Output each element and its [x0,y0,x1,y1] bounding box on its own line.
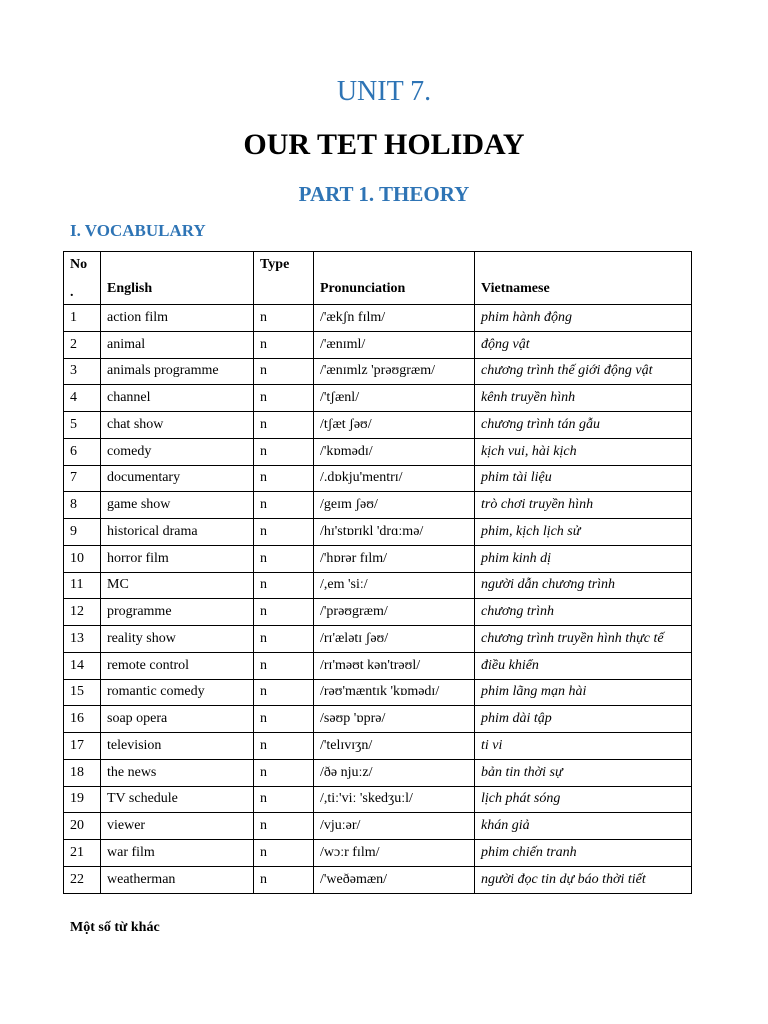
english-word: documentary [101,465,254,492]
word-type: n [254,305,314,332]
vietnamese-meaning: kênh truyền hình [475,385,692,412]
header-pronunciation [314,252,475,305]
vietnamese-meaning: chương trình thế giới động vật [475,358,692,385]
pronunciation: /'ænɪml/ [314,331,475,358]
pronunciation: /'weðəmæn/ [314,866,475,893]
english-word: comedy [101,438,254,465]
other-words-heading: Một số từ khác [70,920,160,935]
word-type: n [254,733,314,760]
header-no [64,252,101,305]
vocabulary-table-body [64,305,692,894]
pronunciation: /vjuːər/ [314,813,475,840]
english-word: viewer [101,813,254,840]
table-row [64,572,692,599]
row-number: 10 [64,545,101,572]
pronunciation: /ðə njuːz/ [314,759,475,786]
pronunciation: /səʊp 'ɒprə/ [314,706,475,733]
header-vietnamese-label: Vietnamese [481,281,550,296]
word-type: n [254,412,314,439]
row-number: 3 [64,358,101,385]
pronunciation: /wɔːr fɪlm/ [314,840,475,867]
pronunciation: /'ækʃn fɪlm/ [314,305,475,332]
vietnamese-meaning: chương trình [475,599,692,626]
row-number: 6 [64,438,101,465]
header-pronunciation-label: Pronunciation [320,281,406,296]
vietnamese-meaning: phim hành động [475,305,692,332]
word-type: n [254,385,314,412]
vietnamese-meaning: lịch phát sóng [475,786,692,813]
header-no-bottom: . [70,285,74,300]
vietnamese-meaning: người dẫn chương trình [475,572,692,599]
word-type: n [254,813,314,840]
table-row [64,786,692,813]
vietnamese-meaning: phim tài liệu [475,465,692,492]
pronunciation: /tʃæt ʃəʊ/ [314,412,475,439]
page-title: OUR TET HOLIDAY [243,128,525,161]
header-no-top: No [70,257,88,272]
row-number: 15 [64,679,101,706]
row-number: 17 [64,733,101,760]
vietnamese-meaning: chương trình truyền hình thực tế [475,626,692,653]
pronunciation: /'ænɪmlz 'prəʊgræm/ [314,358,475,385]
header-english [101,252,254,305]
vietnamese-meaning: phim lãng mạn hài [475,679,692,706]
pronunciation: /'hɒrər fɪlm/ [314,545,475,572]
word-type: n [254,759,314,786]
vietnamese-meaning: khán giả [475,813,692,840]
row-number: 21 [64,840,101,867]
english-word: TV schedule [101,786,254,813]
english-word: action film [101,305,254,332]
vietnamese-meaning: phim, kịch lịch sử [475,519,692,546]
table-row [64,412,692,439]
vietnamese-meaning: người đọc tin dự báo thời tiết [475,866,692,893]
header-type [254,252,314,305]
vietnamese-meaning: ti vi [475,733,692,760]
word-type: n [254,331,314,358]
english-word: remote control [101,652,254,679]
table-row [64,358,692,385]
table-row [64,492,692,519]
row-number: 14 [64,652,101,679]
vietnamese-meaning: phim chiến tranh [475,840,692,867]
table-row [64,519,692,546]
english-word: weatherman [101,866,254,893]
word-type: n [254,358,314,385]
english-word: animal [101,331,254,358]
word-type: n [254,652,314,679]
vietnamese-meaning: phim dài tập [475,706,692,733]
word-type: n [254,840,314,867]
row-number: 11 [64,572,101,599]
pronunciation: /rɪ'ælətɪ ʃəʊ/ [314,626,475,653]
table-row [64,599,692,626]
row-number: 7 [64,465,101,492]
english-word: television [101,733,254,760]
word-type: n [254,786,314,813]
unit-heading: UNIT 7. [336,76,432,107]
english-word: channel [101,385,254,412]
row-number: 16 [64,706,101,733]
pronunciation: /rɪ'məʊt kən'trəʊl/ [314,652,475,679]
vietnamese-meaning: động vật [475,331,692,358]
vietnamese-meaning: điều khiển [475,652,692,679]
row-number: 8 [64,492,101,519]
pronunciation: /,em 'siː/ [314,572,475,599]
row-number: 1 [64,305,101,332]
table-row [64,385,692,412]
english-word: programme [101,599,254,626]
english-word: the news [101,759,254,786]
table-header-row [64,252,692,305]
section-heading: I. VOCABULARY [70,221,206,240]
table-row [64,733,692,760]
row-number: 12 [64,599,101,626]
word-type: n [254,438,314,465]
table-row [64,706,692,733]
table-row [64,545,692,572]
row-number: 19 [64,786,101,813]
word-type: n [254,465,314,492]
vietnamese-meaning: chương trình tán gẫu [475,412,692,439]
table-row [64,465,692,492]
english-word: game show [101,492,254,519]
table-row [64,840,692,867]
pronunciation: /rəʊ'mæntɪk 'kɒmədɪ/ [314,679,475,706]
pronunciation: /'prəʊgræm/ [314,599,475,626]
pronunciation: /'tʃænl/ [314,385,475,412]
part-heading: PART 1. THEORY [298,182,470,206]
row-number: 13 [64,626,101,653]
word-type: n [254,866,314,893]
table-row [64,679,692,706]
english-word: horror film [101,545,254,572]
row-number: 5 [64,412,101,439]
word-type: n [254,626,314,653]
word-type: n [254,572,314,599]
vietnamese-meaning: kịch vui, hài kịch [475,438,692,465]
header-english-label: English [107,281,153,296]
english-word: historical drama [101,519,254,546]
word-type: n [254,679,314,706]
pronunciation: /'kɒmədɪ/ [314,438,475,465]
word-type: n [254,519,314,546]
pronunciation: /geɪm ʃəʊ/ [314,492,475,519]
english-word: war film [101,840,254,867]
row-number: 4 [64,385,101,412]
row-number: 20 [64,813,101,840]
row-number: 18 [64,759,101,786]
word-type: n [254,599,314,626]
english-word: soap opera [101,706,254,733]
pronunciation: /'telɪvɪʒn/ [314,733,475,760]
english-word: romantic comedy [101,679,254,706]
row-number: 22 [64,866,101,893]
header-vietnamese [475,252,692,305]
word-type: n [254,545,314,572]
vietnamese-meaning: bản tin thời sự [475,759,692,786]
vietnamese-meaning: phim kinh dị [475,545,692,572]
table-row [64,626,692,653]
header-type-label: Type [260,257,290,272]
table-row [64,759,692,786]
row-number: 9 [64,519,101,546]
vocabulary-table [63,251,692,894]
table-row [64,331,692,358]
table-row [64,866,692,893]
vietnamese-meaning: trò chơi truyền hình [475,492,692,519]
english-word: MC [101,572,254,599]
row-number: 2 [64,331,101,358]
table-row [64,438,692,465]
pronunciation: /hɪ'stɒrɪkl 'drɑːmə/ [314,519,475,546]
pronunciation: /.dɒkju'mentrɪ/ [314,465,475,492]
table-row [64,813,692,840]
english-word: animals programme [101,358,254,385]
english-word: reality show [101,626,254,653]
table-row [64,652,692,679]
english-word: chat show [101,412,254,439]
table-row [64,305,692,332]
word-type: n [254,492,314,519]
pronunciation: /,tiː'viː 'skedʒuːl/ [314,786,475,813]
word-type: n [254,706,314,733]
